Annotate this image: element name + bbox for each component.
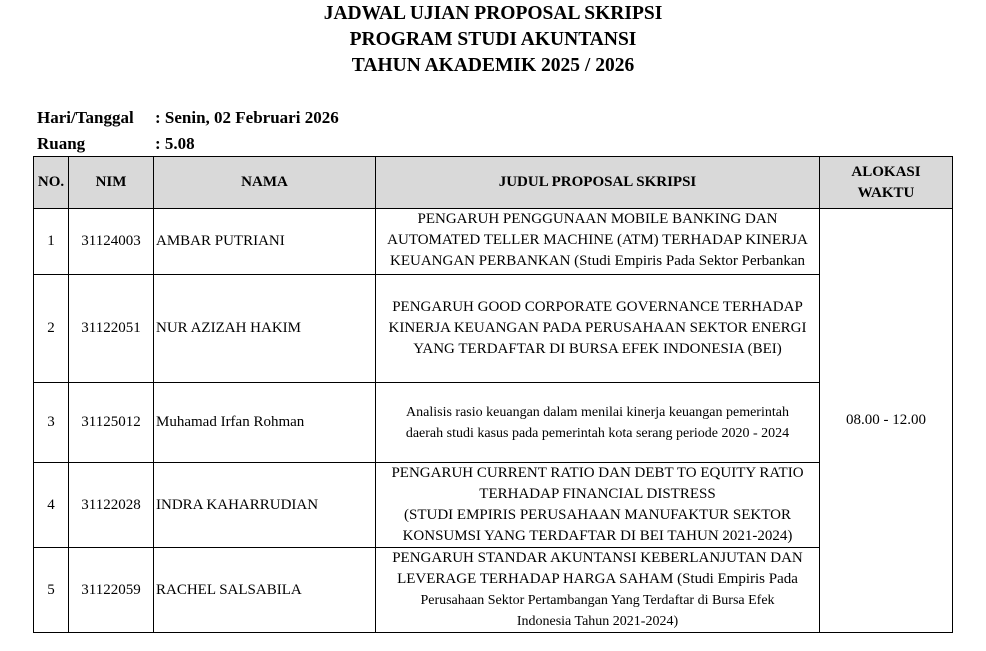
room-label: Ruang: [37, 134, 86, 153]
judul-line: Indonesia Tahun 2021-2024): [516, 614, 679, 629]
cell-no: 3: [34, 383, 69, 463]
cell-nim: 31122051: [69, 275, 154, 383]
judul-line: AUTOMATED TELLER MACHINE (ATM) TERHADAP KINERJA: [387, 232, 808, 248]
column-header-nama: NAMA: [154, 157, 376, 209]
meta-room: [37, 133, 195, 155]
room-value: : 5.08: [155, 134, 195, 153]
judul-line: LEVERAGE TERHADAP HARGA SAHAM (Studi Empiris Pada: [397, 571, 798, 587]
judul-line: PENGARUH GOOD CORPORATE GOVERNANCE TERHADAP: [392, 299, 803, 315]
judul-line: Analisis rasio keuangan dalam menilai kinerja keuangan pemerintah: [406, 404, 789, 420]
judul-line: PENGARUH PENGGUNAAN MOBILE BANKING DAN: [417, 211, 778, 227]
column-header-waktu-line2: WAKTU: [857, 184, 915, 201]
cell-nim: 31124003: [69, 209, 154, 275]
cell-judul: [376, 548, 820, 633]
cell-nim: 31125012: [69, 383, 154, 463]
table-header-row: [34, 157, 953, 209]
judul-line: PENGARUH STANDAR AKUNTANSI KEBERLANJUTAN DAN: [392, 550, 803, 566]
cell-nama: NUR AZIZAH HAKIM: [154, 275, 376, 383]
cell-judul: [376, 383, 820, 463]
cell-judul: [376, 275, 820, 383]
date-label: Hari/Tanggal: [37, 108, 134, 127]
judul-line: TERHADAP FINANCIAL DISTRESS: [479, 486, 716, 502]
column-header-waktu-line1: ALOKASI: [851, 163, 921, 180]
table-row: [34, 463, 953, 548]
page-title: JADWAL UJIAN PROPOSAL SKRIPSI: [323, 3, 663, 24]
judul-line: YANG TERDAFTAR DI BURSA EFEK INDONESIA (BEI): [413, 341, 782, 357]
column-header-no: NO.: [34, 157, 69, 209]
cell-nim: 31122059: [69, 548, 154, 633]
cell-no: 1: [34, 209, 69, 275]
judul-line: PENGARUH CURRENT RATIO DAN DEBT TO EQUITY RATIO: [391, 465, 804, 481]
cell-no: 4: [34, 463, 69, 548]
cell-nama: INDRA KAHARRUDIAN: [154, 463, 376, 548]
cell-nama: RACHEL SALSABILA: [154, 548, 376, 633]
cell-judul: [376, 209, 820, 275]
judul-line: (STUDI EMPIRIS PERUSAHAAN MANUFAKTUR SEKTOR: [404, 507, 791, 523]
meta-date: [37, 107, 339, 129]
cell-judul: [376, 463, 820, 548]
table-row: [34, 209, 953, 275]
judul-line: KINERJA KEUANGAN PADA PERUSAHAAN SEKTOR ENERGI: [388, 320, 807, 336]
judul-line: KEUANGAN PERBANKAN (Studi Empiris Pada Sektor Perbankan: [390, 253, 805, 269]
schedule-table: [33, 156, 953, 633]
page-subtitle-program: PROGRAM STUDI AKUNTANSI: [349, 29, 637, 50]
column-header-nim: NIM: [69, 157, 154, 209]
column-header-waktu: [820, 157, 953, 209]
table-row: [34, 275, 953, 383]
cell-no: 2: [34, 275, 69, 383]
judul-line: daerah studi kasus pada pemerintah kota serang periode 2020 - 2024: [405, 425, 790, 441]
page-subtitle-year: TAHUN AKADEMIK 2025 / 2026: [351, 55, 635, 76]
cell-nama: AMBAR PUTRIANI: [154, 209, 376, 275]
cell-nama: Muhamad Irfan Rohman: [154, 383, 376, 463]
table-row: [34, 548, 953, 633]
cell-no: 5: [34, 548, 69, 633]
date-value: : Senin, 02 Februari 2026: [155, 108, 339, 127]
column-header-judul: JUDUL PROPOSAL SKRIPSI: [376, 157, 820, 209]
table-row: [34, 383, 953, 463]
judul-line: KONSUMSI YANG TERDAFTAR DI BEI TAHUN 2021-2024): [402, 528, 793, 544]
cell-nim: 31122028: [69, 463, 154, 548]
cell-alokasi-waktu: 08.00 - 12.00: [820, 209, 953, 633]
judul-line: Perusahaan Sektor Pertambangan Yang Terdaftar di Bursa Efek: [420, 593, 775, 608]
